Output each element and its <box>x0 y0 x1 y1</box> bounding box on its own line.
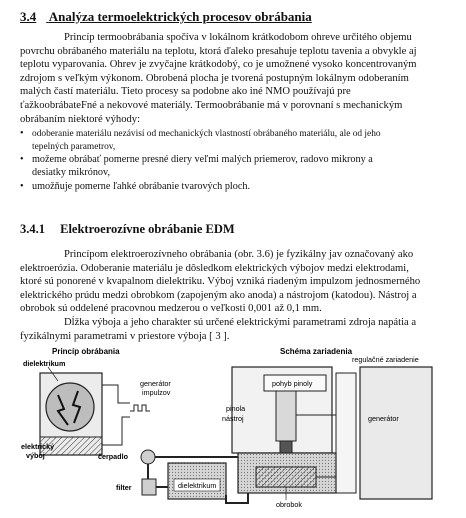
body-line: elektroerózia. Odoberanie materiálu je dôsledkom elektrických výbojov medzi elektrodami, <box>20 262 409 274</box>
edm-paragraph <box>20 248 448 343</box>
section-number: 3.4 <box>20 9 37 24</box>
figure-left-title: Princíp obrábania <box>52 347 120 356</box>
edm-schematic <box>18 345 450 513</box>
wire <box>102 417 130 445</box>
intro-line: povrchu obrábaného materiálu na teplotu, ktorá ďaleko presahuje teplotu tavenia a obvykle aj <box>20 45 417 57</box>
filter-icon <box>142 479 156 495</box>
body-line: fyzikálnymi parametrami v priestore výboja [ 3 ]. <box>20 330 230 342</box>
regulator-label: regulačné zariadenie <box>352 355 419 364</box>
body-line: Dĺžka výboja a jeho charakter sú určené elektrickými parametrami zdroja napátia a <box>64 316 417 328</box>
wire <box>102 385 130 403</box>
intro-line: ťažkoobrábateFné a nekovové materiály. Termoobrábanie má v porovnaní s mechanickým <box>20 99 403 111</box>
pump-label: čerpadlo <box>98 452 128 461</box>
filter-label: filter <box>116 483 132 492</box>
body-line: obrobok sú oddelené pracovnou medzerou o veľkosti 0,001 až 0,1 mm. <box>20 303 322 315</box>
subsection-heading <box>20 222 235 237</box>
principle-diagram <box>21 359 171 460</box>
generator-cabinet <box>360 367 432 499</box>
section-title: Analýza termoelektrických procesov obrábania <box>48 9 312 24</box>
tool-electrode <box>46 383 94 431</box>
body-line: elektrického prúdu medzi obrobkom (zapojeným ako anoda) a nástrojom (katodou). Nástroj a <box>20 289 417 301</box>
workpiece-right <box>256 467 316 487</box>
tool-label: nástroj <box>222 414 244 423</box>
bullet-icon: • <box>20 181 24 193</box>
intro-line: zdrojom s veľkým výkonom. Obrobená plocha je tvorená postupným lokálnym odoberaním <box>20 72 409 84</box>
body-line: ktoré sú ponorené v kvapalnom dielektriku. Výboj vzniká riadeným impulzom jednosmerného <box>20 276 421 288</box>
bullet-icon: • <box>20 128 24 139</box>
figure-right-title: Schéma zariadenia <box>280 347 353 356</box>
intro-line: teplotu vyparovania. Ohrev je zvyčajne krátkodobý, co je umožnené vysoko koncentrovaným <box>20 59 417 71</box>
intro-line: obrábaním niektoré výhody: <box>20 113 141 125</box>
workpiece-label: obrobok <box>276 500 302 509</box>
intro-line: Princíp termoobrábania spočíva v lokálnom krátkodobom ohreve určitého objemu <box>64 32 412 43</box>
return-pipe <box>226 493 248 503</box>
list-item: • možeme obrábať pomerne presné diery veľmi malých priemerov, radovo mikrony a desiatky mikrónov, <box>20 154 373 178</box>
list-item: • umožňuje pomerne ľahké obrábanie tvarových ploch. <box>20 181 250 193</box>
generator-left-label: generátor <box>140 379 171 388</box>
dielectric-tank-label: dielektrikum <box>178 481 217 490</box>
pulse-icon <box>130 405 150 411</box>
generator-right-label: generátor <box>368 414 399 423</box>
pump-icon <box>141 450 155 464</box>
dielectric-label: dielektrikum <box>23 359 66 368</box>
intro-paragraph <box>20 31 448 126</box>
edm-figure <box>18 345 450 513</box>
section-heading <box>20 9 312 25</box>
spark-label-2: výboj <box>26 451 45 460</box>
advantages-list <box>18 128 448 194</box>
bullet-icon: • <box>20 154 24 166</box>
quill <box>276 391 296 441</box>
body-line: Princípom elektroerozívneho obrábania (obr. 3.6) je fyzikálny jav označovaný ako <box>64 249 414 260</box>
list-item: • odoberanie materiálu nezávisí od mechanických vlastností obrábaného materiálu, ale od jeho tepelných parametrov, <box>20 128 381 152</box>
control-panel <box>336 373 356 493</box>
quill-label: pinola <box>226 404 246 413</box>
spindle-motion-label: pohyb pinoly <box>272 379 313 388</box>
spark-label: elektrický <box>21 442 55 451</box>
subsection-title: Elektroerozívne obrábanie EDM <box>60 222 235 236</box>
pulses-label: impulzov <box>142 388 171 397</box>
intro-line: malých častí materiálu. Tieto procesy sa podobne ako iné NMO používajú pre <box>20 86 351 98</box>
subsection-number: 3.4.1 <box>20 222 45 236</box>
